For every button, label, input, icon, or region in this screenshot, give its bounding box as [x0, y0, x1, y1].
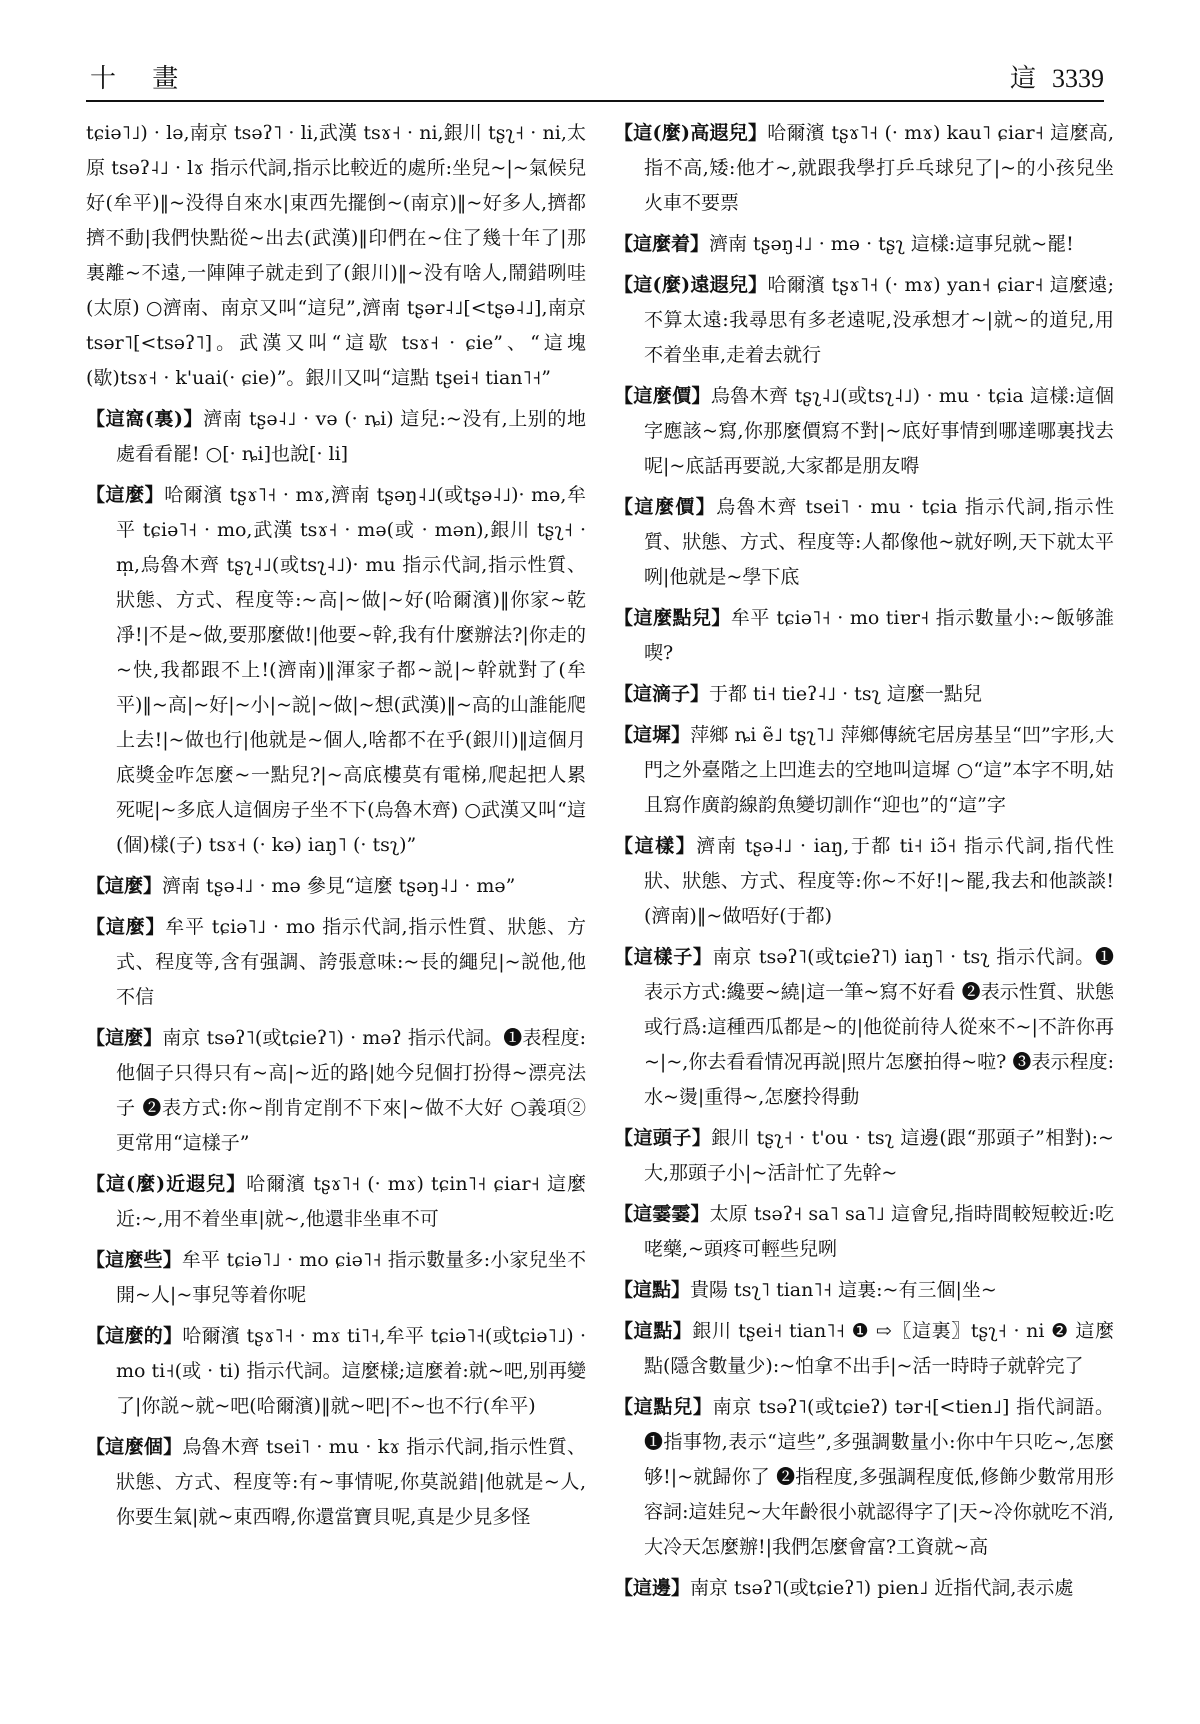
page-number: 3339 [1052, 64, 1104, 93]
dictionary-entry: 【這麼價】烏魯木齊 tsei˥ · mu · tɕia 指示代詞,指示性質、狀態、方式、程度等:人都像他~就好咧,天下就太平咧|他就是~學下底 [614, 496, 1114, 588]
page-header [86, 52, 1104, 102]
dictionary-entry: 【這麼着】濟南 tʂəŋ˨˩ · mə · tʂʅ 這樣:這事兒就~罷! [614, 233, 1074, 255]
headword: 【這麼】 [86, 916, 166, 938]
headword: 【這墀】 [614, 724, 691, 746]
headword: 【這(麼)近遐兒】 [86, 1173, 247, 1195]
headword: 【這頭子】 [614, 1127, 712, 1149]
headword: 【這麼價】 [614, 496, 717, 518]
headword: 【這麼】 [86, 875, 163, 897]
dictionary-entry: 【這點】貴陽 tsʅ˥ tian˥˧ 這裏:~有三個|坐~ [614, 1279, 997, 1301]
headword: 【這麼】 [86, 1027, 163, 1049]
headword: 【這窩(裏)】 [86, 408, 204, 430]
headword: 【這(麼)高遐兒】 [614, 122, 768, 144]
dictionary-entry: 【這邊】南京 tsəʔ˥(或tɕieʔ˥) pien˩ 近指代詞,表示處 [614, 1577, 1074, 1599]
right-column [614, 116, 1114, 1686]
dictionary-entry: 【這麼】牟平 tɕiə˥˩ · mo 指示代詞,指示性質、狀態、方式、程度等,含有强調、誇張意味:~長的繩兒|~説他,他不信 [86, 916, 586, 1008]
headword: 【這麼個】 [86, 1436, 183, 1458]
dictionary-entry: tɕiə˥˩) · lə,南京 tsəʔ˥ · li,武漢 tsɤ˧ · ni,銀川 tʂʅ˧ · ni,太原 tsəʔ˨˩ · lɤ 指示代詞,指示比較近的處所:坐兒~|~氣候兒好(牟平)‖~没得自來水|東西先擺倒~(南京)‖~好多人,擠都擠不動|我們快點從~出去(武漢)‖印們在~住了幾十年了|那裏離~不遠,一陣陣子就走到了(銀川)‖~没有啥人,鬧錯咧哇(太原) ○濟南、南京又叫“這兒”,濟南 tʂər˨˩[<tʂə˨˩],南京 tsər˥[<tsəʔ˥]。武漢又叫“這歇 tsɤ˧ · ɕie”、“這塊(歇)tsɤ˧ · k'uai(· ɕie)”。銀川又叫“這點 tʂei˧ tian˥˧” [86, 122, 586, 389]
dictionary-entry: 【這(麼)高遐兒】哈爾濱 tʂɤ˥˧ (· mɤ) kau˥ ɕiar˧ 這麼高,指不高,矮:他才~,就跟我學打乒乓球兒了|~的小孩兒坐火車不要票 [614, 122, 1114, 214]
dictionary-entry: 【這麼價】烏魯木齊 tʂʅ˨˩(或tsʅ˨˩) · mu · tɕia 這樣:這個字應該~寫,你那麼價寫不對|~底好事情到哪達哪裏找去呢|~底話再要説,大家都是朋友嘚 [614, 385, 1114, 477]
headword: 【這(麼)遠遐兒】 [614, 274, 768, 296]
dictionary-entry: 【這窩(裏)】濟南 tʂə˨˩ · və (· ȵi) 這兒:~没有,上别的地處看看罷! ○[· ȵi]也說[· li] [86, 408, 586, 465]
dictionary-entry: 【這麼點兒】牟平 tɕiə˥˧ · mo tiɐr˧ 指示數量小:~飯够誰喫? [614, 607, 1114, 664]
dictionary-entry: 【這墀】萍鄉 ȵi ẽ˩ tʂʅ˥˩ 萍鄉傳統宅居房基呈“凹”字形,大門之外臺階之上凹進去的空地叫這墀 ○“這”本字不明,姑且寫作廣韵線韵魚變切訓作“迎也”的“這”字 [614, 724, 1114, 816]
dictionary-entry: 【這麼的】哈爾濱 tʂɤ˥˧ · mɤ ti˥˧,牟平 tɕiə˥˧(或tɕiə˥˩) · mo ti˧(或 · ti) 指示代詞。這麼樣;這麼着:就~吧,别再變了|你説~就~吧(哈爾濱)‖就~吧|不~也不行(牟平) [86, 1325, 586, 1417]
dictionary-entry: 【這點】銀川 tʂei˧ tian˥˧ ❶ ⇨〖這裏〗tʂʅ˧ · ni ❷ 這麼點(隱含數量少):~怕拿不出手|~活一時時子就幹完了 [614, 1320, 1114, 1377]
headword: 【這麼些】 [86, 1249, 182, 1271]
header-right [1010, 58, 1104, 95]
dictionary-entry: 【這麼個】烏魯木齊 tsei˥ · mu · kɤ 指示代詞,指示性質、狀態、方式、程度等:有~事情呢,你莫説錯|他就是~人,你要生氣|就~東西嘚,你還當寶貝呢,真是少見多怪 [86, 1436, 586, 1528]
headword: 【這麼的】 [86, 1325, 183, 1347]
dictionary-entry: 【這霎霎】太原 tsəʔ˧ sa˥ sa˥˩ 這會兒,指時間較短較近:吃咾藥,~頭疼可輕些兒咧 [614, 1203, 1114, 1260]
headword: 【這樣子】 [614, 946, 713, 968]
headword: 【這麼】 [86, 484, 165, 506]
headword: 【這麼着】 [614, 233, 710, 255]
dictionary-entry: 【這(麼)近遐兒】哈爾濱 tʂɤ˥˧ (· mɤ) tɕin˥˧ ɕiar˧ 這麼近:~,用不着坐車|就~,他還非坐車不可 [86, 1173, 586, 1230]
dictionary-entry: 【這樣子】南京 tsəʔ˥(或tɕieʔ˥) iaŋ˥ · tsʅ 指示代詞。❶表示方式:纔要~繞|這一筆~寫不好看 ❷表示性質、狀態或行爲:這種西瓜都是~的|他從前待人從來不~|不許你再~|~,你去看看情况再説|照片怎麼拍得~啦? ❸表示程度:水~燙|重得~,怎麼拎得動 [614, 946, 1114, 1108]
header-char: 這 [1009, 64, 1036, 94]
dictionary-entry: 【這頭子】銀川 tʂʅ˧ · t'ou · tsʅ 這邊(跟“那頭子”相對):~大,那頭子小|~活計忙了先幹~ [614, 1127, 1114, 1184]
headword: 【這邊】 [614, 1577, 691, 1599]
dictionary-entry: 【這麼】濟南 tʂə˨˩ · mə 參見“這麼 tʂəŋ˨˩ · mə” [86, 875, 516, 897]
dictionary-entry: 【這麼些】牟平 tɕiə˥˩ · mo ɕiə˥˧ 指示數量多:小家兒坐不開~人|~事兒等着你呢 [86, 1249, 586, 1306]
headword: 【這滴子】 [614, 683, 710, 705]
dictionary-entry: 【這滴子】于都 ti˧ tieʔ˨˩ · tsʅ 這麼一點兒 [614, 683, 982, 705]
headword: 【這點兒】 [614, 1396, 713, 1418]
dictionary-entry: 【這麼】南京 tsəʔ˥(或tɕieʔ˥) · məʔ 指示代詞。❶表程度:他個子只得只有~高|~近的路|她今兒個打扮得~漂亮法子 ❷表方式:你~削肯定削不下來|~做不大好 ○義項②更常用“這樣子” [86, 1027, 586, 1154]
headword: 【這麼點兒】 [614, 607, 731, 629]
section-title: 十 畫 [90, 64, 193, 94]
dictionary-entry: 【這麼】哈爾濱 tʂɤ˥˧ · mɤ,濟南 tʂəŋ˨˩(或tʂə˨˩)· mə,牟平 tɕiə˥˧ · mo,武漢 tsɤ˧ · mə(或 · mən),銀川 tʂʅ˧ · m̩,烏魯木齊 tʂʅ˨˩(或tsʅ˨˩)· mu 指示代詞,指示性質、狀態、方式、程度等:~高|~做|~好(哈爾濱)‖你家~乾凈!|不是~做,要那麼做!|他要~幹,我有什麼辦法?|你走的~快,我都跟不上!(濟南)‖渾家子都~説|~幹就對了(牟平)‖~高|~好|~小|~説|~做|~想(武漢)‖~高的山誰能爬上去!|~做也行|他就是~個人,啥都不在乎(銀川)‖這個月底獎金咋怎麼~一點兒?|~高底樓莫有電梯,爬起把人累死呢|~多底人這個房子坐不下(烏魯木齊) ○武漢又叫“這(個)樣(子) tsɤ˧ (· kə) iaŋ˥ (· tsʅ)” [86, 484, 586, 856]
headword: 【這麼價】 [614, 385, 711, 407]
headword: 【這樣】 [614, 835, 697, 857]
headword: 【這霎霎】 [614, 1203, 710, 1225]
dictionary-entry: 【這點兒】南京 tsəʔ˥(或tɕieʔ) tər˧[<tien˩] 指代詞語。❶指事物,表示“這些”,多强調數量小:你中午只吃~,怎麼够!|~就歸你了 ❷指程度,多强調程度低,修飾少數常用形容詞:這娃兒~大年齡很小就認得字了|天~冷你就吃不消,大冷天怎麼辦!|我們怎麼會富?工資就~高 [614, 1396, 1114, 1558]
dictionary-entry: 【這樣】濟南 tʂə˨˩ · iaŋ,于都 ti˧ iɔ̃˧ 指示代詞,指代性狀、狀態、方式、程度等:你~不好!|~罷,我去和他談談!(濟南)‖~做唔好(于都) [614, 835, 1114, 927]
left-column [86, 116, 586, 1686]
dictionary-entry: 【這(麼)遠遐兒】哈爾濱 tʂɤ˥˧ (· mɤ) yan˧ ɕiar˧ 這麼遠;不算太遠:我尋思有多老遠呢,没承想才~|就~的道兒,用不着坐車,走着去就行 [614, 274, 1114, 366]
headword: 【這點】 [614, 1320, 693, 1342]
headword: 【這點】 [614, 1279, 691, 1301]
